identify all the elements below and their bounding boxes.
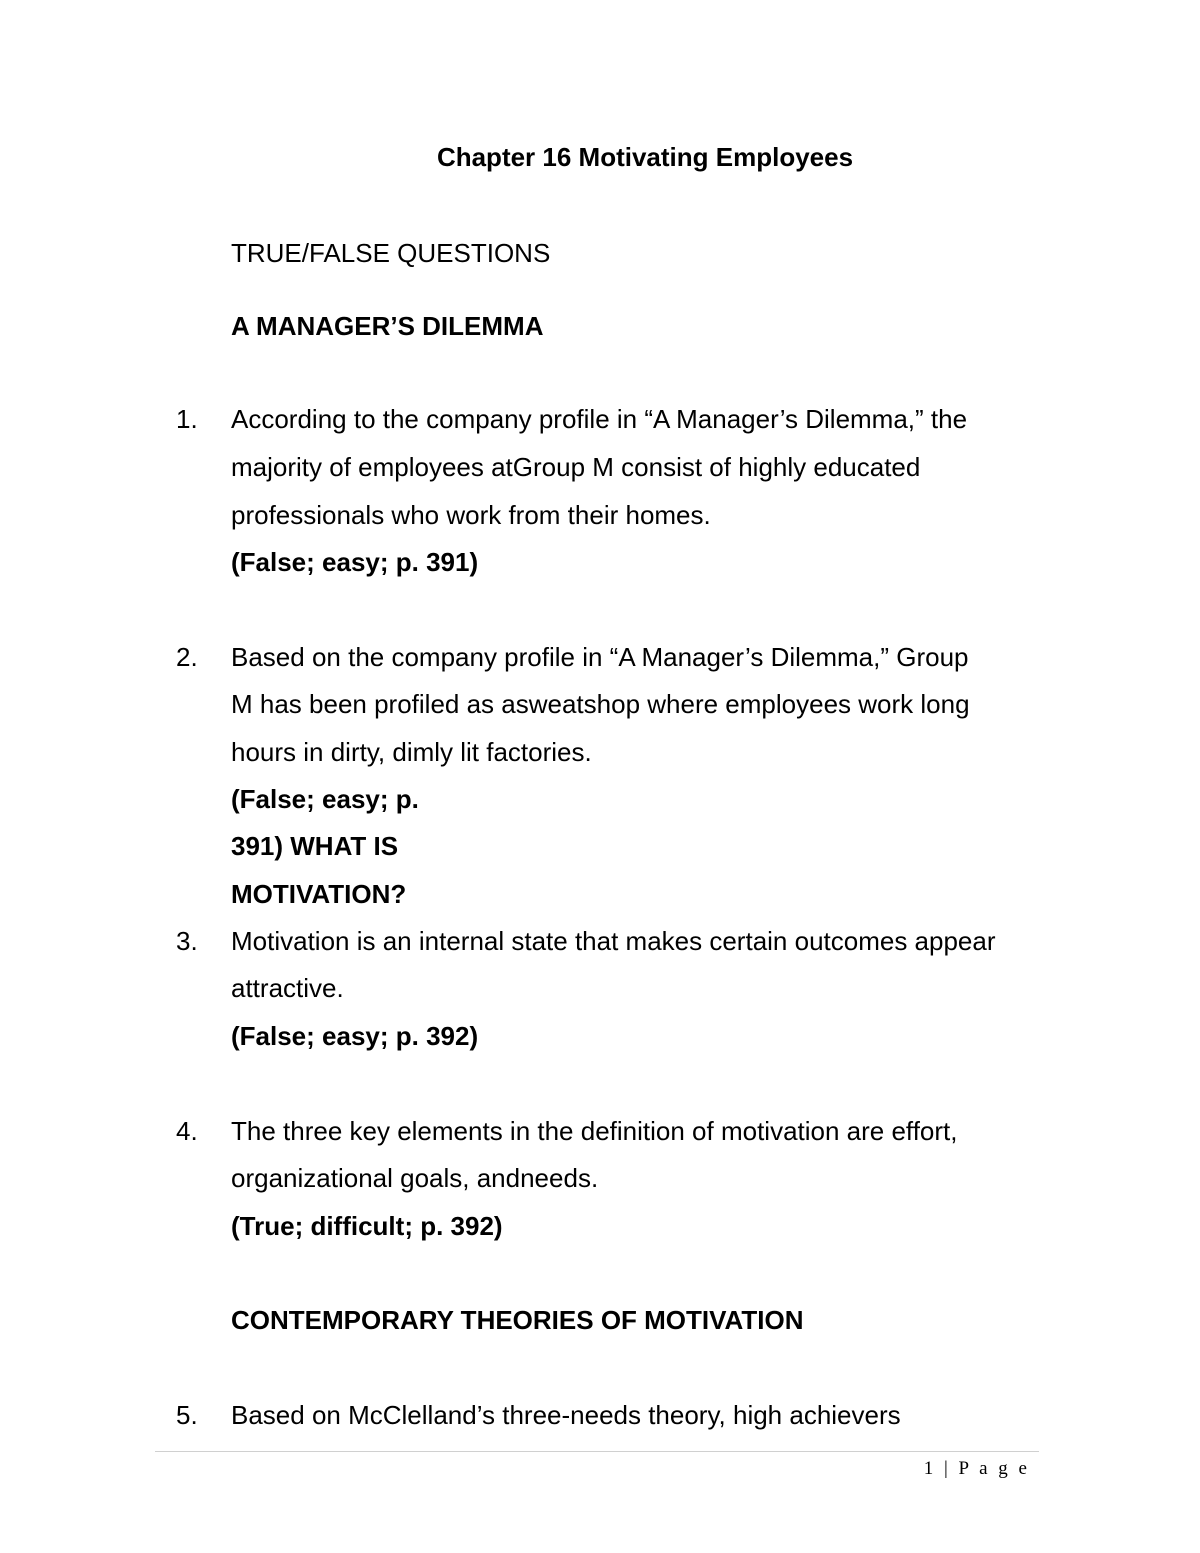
question-text-line: M has been profiled as asweatshop where employees work long — [231, 689, 970, 719]
footer-divider — [155, 1451, 1039, 1452]
answer-key: (False; easy; p. 392) — [231, 1021, 479, 1051]
question-number: 4. — [176, 1116, 198, 1146]
question-text-line: Motivation is an internal state that makes certain outcomes appear — [231, 926, 996, 956]
question-text-line: attractive. — [231, 973, 344, 1003]
subsection-heading-contemporary: CONTEMPORARY THEORIES OF MOTIVATION — [231, 1305, 804, 1335]
question-text-line: professionals who work from their homes. — [231, 500, 711, 530]
question-text-line: majority of employees atGroup M consist of highly educated — [231, 452, 921, 482]
answer-key-continued: 391) WHAT IS — [231, 831, 399, 861]
question-text-line: According to the company profile in “A Manager’s Dilemma,” the — [231, 404, 968, 434]
question-number: 2. — [176, 642, 198, 672]
question-number: 1. — [176, 404, 198, 434]
question-text-line: Based on McClelland’s three-needs theory, high achievers — [231, 1400, 901, 1430]
answer-key: (True; difficult; p. 392) — [231, 1211, 503, 1241]
answer-key: (False; easy; p. 391) — [231, 547, 479, 577]
subsection-heading-dilemma: A MANAGER’S DILEMMA — [231, 311, 544, 341]
answer-key: (False; easy; p. — [231, 784, 419, 814]
question-number: 5. — [176, 1400, 198, 1430]
question-text-line: organizational goals, andneeds. — [231, 1163, 599, 1193]
question-text-line: hours in dirty, dimly lit factories. — [231, 737, 592, 767]
section-heading: TRUE/FALSE QUESTIONS — [231, 238, 551, 268]
page-number-footer: 1 | P a g e — [923, 1458, 1030, 1479]
question-text-line: Based on the company profile in “A Manager’s Dilemma,” Group — [231, 642, 969, 672]
question-number: 3. — [176, 926, 198, 956]
question-text-line: The three key elements in the definition of motivation are effort, — [231, 1116, 958, 1146]
document-title: Chapter 16 Motivating Employees — [436, 142, 854, 172]
subsection-heading-motivation: MOTIVATION? — [231, 879, 407, 909]
